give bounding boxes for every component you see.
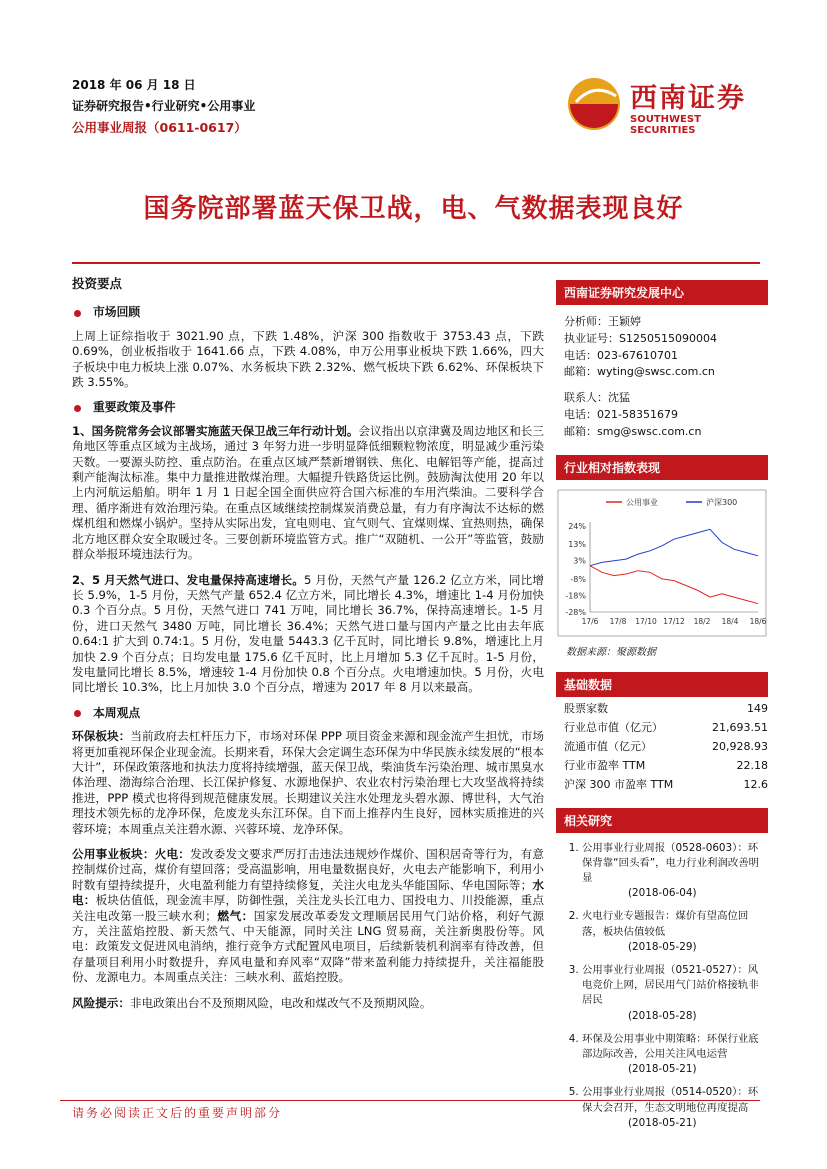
policy-item-2-lead: 2、5 月天然气进口、发电量保持高速增长。 <box>72 572 305 587</box>
sidebar <box>556 280 768 1139</box>
market-review-heading <box>74 305 544 320</box>
chart-svg <box>556 488 768 638</box>
utility-gas-label: 燃气： <box>216 908 254 923</box>
market-review-text: 上周上证综指收于 3021.90 点，下跌 1.48%，沪深 300 指数收于 3753.43 点，下跌 0.69%，创业板指收于 1641.66 点，下跌 4.08%，申万公用事业板块下跌 1.66%，四大子板块中电力板块上涨 0.07%、水务板块下跌 2.32%、燃气板块下跌 6.62%、环保板块下跌 3.55%。 <box>72 328 544 390</box>
contact-phone: 电话：021-58351679 <box>564 407 678 421</box>
analyst-info <box>564 314 768 381</box>
related-research-title: 公用事业行业周报（0521-0527）：风电竞价上网，居民用气门站价格接轨非居民 <box>582 964 759 1007</box>
basic-data-key: 行业总市值（亿元） <box>564 721 663 735</box>
report-type: 公用事业周报（0611-0617） <box>72 120 247 135</box>
x-tick-label: 18/6 <box>749 616 767 626</box>
related-research-item[interactable] <box>582 1085 768 1131</box>
report-title: 国务院部署蓝天保卫战，电、气数据表现良好 <box>143 194 684 224</box>
related-research-list <box>556 841 768 1131</box>
basic-data-key: 股票家数 <box>564 702 608 716</box>
related-research-title: 环保及公用事业中期策略：环保行业底部边际改善，公用关注风电运营 <box>582 1032 759 1061</box>
x-tick-label: 18/4 <box>721 616 739 626</box>
basic-data-row <box>564 718 768 737</box>
policy-item-1-lead: 1、国务院常务会议部署实施蓝天保卫战三年行动计划。 <box>72 423 359 438</box>
relative-index-chart <box>556 488 768 641</box>
bullet-icon <box>74 310 81 317</box>
utility-body-1: 发改委发文要求严厉打击违法违规炒作煤价、国积居奇等行为，有意控制煤价过高，煤价有望回落；受高温影响，用电量数据良好，火电去产能影响下，利用小时数有望持续提升，火电盈利能力有望持续修复，关注火电龙头华能国际、华电国际等； <box>72 847 544 892</box>
analyst-name: 分析师：王颖婷 <box>564 315 641 328</box>
legend-label: 公用事业 <box>626 497 658 507</box>
x-tick-label: 17/8 <box>609 616 627 626</box>
footer-disclaimer: 请务必阅读正文后的重要声明部分 <box>72 1106 283 1120</box>
x-tick-label: 17/12 <box>663 616 685 626</box>
utility-paragraph <box>72 847 544 986</box>
y-tick-label: 3% <box>573 556 586 566</box>
contact-info <box>564 390 768 440</box>
related-research-heading: 相关研究 <box>556 808 768 833</box>
contact-email[interactable]: 邮箱：smg@swsc.com.cn <box>564 424 702 438</box>
policy-item-1 <box>72 424 544 563</box>
related-research-date: (2018-06-04) <box>628 887 697 900</box>
env-lead: 环保板块： <box>72 729 131 744</box>
related-research-date: (2018-05-28) <box>628 1009 697 1022</box>
related-research-title: 火电行业专题报告：煤价有望高位回落，板块估值较低 <box>582 910 749 938</box>
related-research-date: (2018-05-29) <box>628 940 697 953</box>
x-tick-label: 17/6 <box>581 616 599 626</box>
analyst-email[interactable]: 邮箱：wyting@swsc.com.cn <box>564 365 715 379</box>
related-research-item[interactable] <box>582 909 768 955</box>
logo-text-en: SOUTHWEST SECURITIES <box>630 114 701 136</box>
related-research-date: (2018-05-21) <box>628 1116 697 1129</box>
related-research-date: (2018-05-21) <box>628 1063 697 1076</box>
basic-data-table <box>564 699 768 794</box>
basic-data-row <box>564 699 768 718</box>
weekly-view-heading <box>74 706 544 721</box>
basic-data-row <box>564 775 768 794</box>
report-category: 证券研究报告•行业研究•公用事业 <box>72 99 256 113</box>
basic-data-row <box>564 756 768 775</box>
series-line <box>590 565 758 603</box>
related-research-item[interactable] <box>582 963 768 1024</box>
utility-lead: 公用事业板块： <box>72 847 155 861</box>
basic-data-value: 12.6 <box>743 777 768 791</box>
policy-heading <box>74 400 544 415</box>
utility-body-3: 国家发展改革委发文理顺居民用气门站价格，利好气源方，关注蓝焰控股、新天然气、中天能源，同时关注 LNG 贸易商，关注新奥股份等。风电：政策发文促进风电消纳，推行竞争方式配置风电项目，后续新装机利润率有待改善，但存量项目利用小时数提升，弃风电量和弃风率“双降”带来盈利能力持续提升，关注福能股份、龙源电力。本周重点关注：三峡水利、蓝焰控股。 <box>72 908 544 985</box>
chart-heading: 行业相对指数表现 <box>556 455 768 480</box>
utility-thermal-label: 火电： <box>154 847 191 861</box>
divider-bottom <box>60 1100 760 1101</box>
bullet-icon <box>74 710 81 717</box>
logo-emblem-icon <box>566 74 626 134</box>
data-source: 数据来源：聚源数据 <box>566 646 656 658</box>
chart-frame <box>558 490 766 636</box>
research-center-heading: 西南证券研究发展中心 <box>556 280 768 305</box>
y-tick-label: -18% <box>565 591 586 601</box>
series-line <box>590 529 758 565</box>
policy-item-2-body: 5 月份，天然气产量 126.2 亿立方米，同比增长 5.9%，1-5 月份，天然气产量 652.4 亿立方米，同比增长 4.3%，增速比 1-4 月份加快 0.3 个百分点。5 月份，天然气进口 741 万吨，同比增长 36.7%，保持高速增长。1-5 月份，进口天然气 3480 万吨，同比增长 36.4%；天然气进口量与国内产量之比由去年底 0.64:1 扩大到 0.74:1。5 月份，发电量 5443.3 亿千瓦时，同比增长 9.8%，增速比上月加快 2.9 个百分点；日均发电量 175.6 亿千瓦时，比上月增加 5.3 亿千瓦时。1-5 月份，发电量同比增长 8.5%，增速较 1-4 月份加快 0.8 个百分点。火电增速加快。5 月份，火电同比增长 10.3%，比上月加快 3.0 个百分点，增速为 2017 年 8 月以来最高。 <box>72 572 545 695</box>
divider-top <box>72 262 760 264</box>
logo-text-cn: 西南证券 <box>630 83 746 114</box>
related-research-title: 公用事业行业周报（0514-0520）：环保大会召开，生态文明地位再度提高 <box>582 1086 759 1114</box>
basic-data-value: 20,928.93 <box>712 739 768 753</box>
legend-label: 沪深300 <box>706 497 738 507</box>
policy-item-1-body: 会议指出以京津冀及周边地区和长三角地区等重点区域为主战场，通过 3 年努力进一步明显降低细颗粒物浓度，明显减少重污染天数。一要源头防控、重点防治。在重点区域严禁新增钢铁、焦化、电解铝等产能，提高过剩产能淘汰标准。集中力量推进散煤治理。大幅提升铁路货运比例。鼓励淘汰使用 20 年以上内河航运船舶。明年 1 月 1 日起全国全面供应符合国六标准的车用汽柴油。二要科学合理、循序渐进有效治理污染。在重点区域继续控制煤炭消费总量，有力有序淘汰不达标的燃煤机组和燃煤小锅炉。坚持从实际出发，宜电则电、宜气则气、宜煤则煤、宜热则热，确保北方地区群众安全取暖过冬。三要创新环境监管方式。推广“双随机、一公开”等监管，鼓励群众举报环境违法行为。 <box>72 423 544 562</box>
y-tick-label: -8% <box>570 574 586 584</box>
weekly-view-label: 本周观点 <box>93 705 141 720</box>
policy-item-2 <box>72 573 544 696</box>
highlights-heading: 投资要点 <box>72 276 123 291</box>
basic-data-key: 沪深 300 市盈率 TTM <box>564 778 674 792</box>
x-tick-label: 18/2 <box>693 616 711 626</box>
y-tick-label: -28% <box>565 607 586 617</box>
env-paragraph <box>72 729 544 837</box>
basic-data-value: 22.18 <box>736 758 768 772</box>
y-tick-label: 24% <box>568 521 586 531</box>
company-logo <box>566 70 766 140</box>
utility-hydro-label: 水电： <box>72 877 544 908</box>
risk-paragraph <box>72 996 544 1011</box>
risk-body: 非电政策出台不及预期风险，电改和煤改气不及预期风险。 <box>129 995 432 1010</box>
basic-data-value: 21,693.51 <box>712 720 768 734</box>
analyst-phone: 电话：023-67610701 <box>564 348 678 362</box>
main-column <box>72 276 544 1021</box>
contact-name: 联系人：沈猛 <box>564 391 630 405</box>
basic-data-value: 149 <box>747 701 768 715</box>
related-research-item[interactable] <box>582 841 768 902</box>
basic-data-key: 行业市盈率 TTM <box>564 759 646 773</box>
basic-data-row <box>564 737 768 756</box>
related-research-item[interactable] <box>582 1032 768 1078</box>
policy-label: 重要政策及事件 <box>93 400 176 415</box>
bullet-icon <box>74 405 81 412</box>
y-tick-label: 13% <box>568 539 586 549</box>
x-tick-label: 17/10 <box>635 616 657 626</box>
env-body: 当前政府去杠杆压力下，市场对环保 PPP 项目资金来源和现金流产生担忧，市场将更加重视环保企业现金流。长期来看，环保大会定调生态环保为中华民族永续发展的“根本大计”，环保政策落地和执法力度将持续增强，蓝天保卫战，柴油货车污染治理、城市黑臭水体治理、渤海综合治理、长江保护修复、水源地保护、农业农村污染治理七大攻坚战将持续推进，PPP 模式也将得到规范健康发展。长期建议关注水处理龙头碧水源、博世科，大气治理技术领先标的龙净环保，危废龙头东江环保。自下而上推荐内生良好，园林实质推进的兴蓉环境；本周重点关注碧水源、兴蓉环境、龙净环保。 <box>72 729 544 836</box>
basic-data-heading: 基础数据 <box>556 672 768 697</box>
related-research-title: 公用事业行业周报（0528-0603）：环保背靠“回头看”，电力行业利润改善明显 <box>582 841 760 884</box>
risk-lead: 风险提示： <box>72 995 130 1010</box>
basic-data-key: 流通市值（亿元） <box>564 740 652 754</box>
market-review-label: 市场回顾 <box>93 305 141 320</box>
utility-body-2: 板块估值低，现金流丰厚，防御性强，关注龙头长江电力、国投电力、川投能源，重点关注电改第一股三峡水利； <box>72 893 544 923</box>
report-date: 2018 年 06 月 18 日 <box>72 78 196 92</box>
analyst-license: 执业证号：S1250515090004 <box>564 331 717 345</box>
